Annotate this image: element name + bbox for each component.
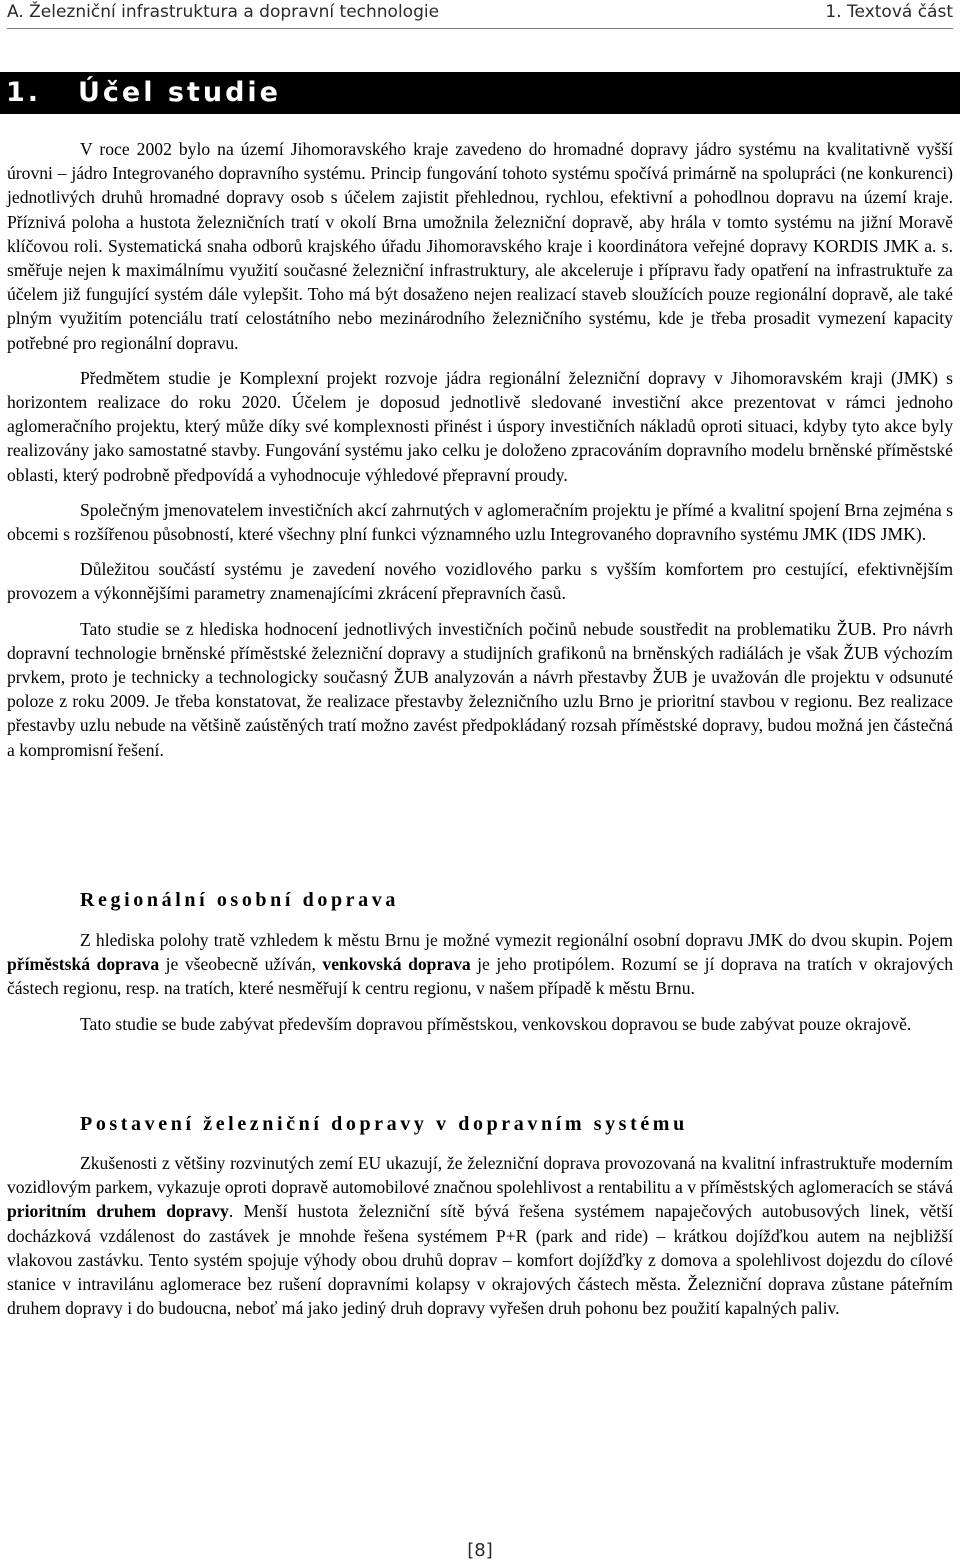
body-paragraph: Tato studie se z hlediska hodnocení jednotlivých investičních počinů nebude soustředit na problematiku ŽUB. Pro návrh dopravní technologie brněnské příměstské železniční dopravy a studijních grafikonů na brněnských radiálách je však ŽUB výchozím prvkem, proto je technicky a technologicky současný ŽUB analyzován a návrh přestavby ŽUB je uvažován dle projektu v odsunuté poloze z roku 2009. Je třeba konstatovat, že realizace přestavby železničního uzlu Brno je prioritní stavbou v regionu. Bez realizace přestavby uzlu nebude na většině zaústěných tratí možno zavést předpokládaný rozsah příměstské dopravy, budou možná jen částečná a kompromisní řešení. [7,618,953,760]
regional-section [7,928,953,1036]
intro-section [7,137,953,762]
section-heading-regional: Regionální osobní doprava [80,889,399,911]
running-header-left: A. Železniční infrastruktura a dopravní technologie [7,2,440,22]
term-rural-transport: venkovská doprava [322,954,471,975]
running-header [7,0,953,28]
section-heading-position: Postavení železniční dopravy v dopravním systému [80,1113,688,1135]
term-suburban-transport: příměstská doprava [7,954,160,975]
body-paragraph: Důležitou součástí systému je zavedení nového vozidlového parku s vyšším komfortem pro cestující, efektivnějším provozem a výkonnějšími parametry znamenajícími zkrácení přepravních časů. [7,559,953,604]
position-section [7,1151,953,1320]
page-number: [8] [467,1540,493,1561]
body-paragraph: Zkušenosti z většiny rozvinutých zemí EU ukazují, že železniční doprava provozovaná na kvalitní infrastruktuře moderním vozidlovým parkem, vykazuje oproti dopravě automobilové značnou spolehlivost a rentabilitu a v příměstských aglomeracích se stává prioritním druhem dopravy. Menší hustota železniční sítě bývá řešena systémem napaječových autobusových linek, větší docházková vzdálenost do zastávek je mnohde řešena systémem P+R (park and ride) – krátkou dojížďkou autem na nejbližší vlakovou zastávku. Tento systém spojuje výhody obou druhů doprav – komfort dojížďky z domova a spolehlivost dojezdu do cílové stanice v intravilánu aglomerace bez rušení dopravními kolapsy v okrajových částech města. Železniční doprava zůstane páteřním druhem dopravy i do budoucna, neboť má jako jediný druh dopravy vyřešen druh pohonu bez použití kapalných paliv. [7,1153,953,1319]
header-rule [7,28,953,29]
term-priority-transport: prioritním druhem dopravy [7,1201,229,1222]
running-header-right: 1. Textová část [825,2,953,22]
body-paragraph: V roce 2002 bylo na území Jihomoravského kraje zavedeno do hromadné dopravy jádro systému na kvalitativně vyšší úrovni – jádro Integrovaného dopravního systému. Princip fungování tohoto systému spočívá primárně na spolupráci (ne konkurenci) jednotlivých druhů hromadné dopravy osob s účelem zajistit přehlednou, rychlou, efektivní a pohodlnou dopravu na území kraje. Příznivá poloha a hustota železničních tratí v okolí Brna umožnila železniční dopravě, aby hrála v tomto systému na jižní Moravě klíčovou roli. Systematická snaha odborů krajského úřadu Jihomoravského kraje i koordinátora veřejné dopravy KORDIS JMK a. s. směřuje nejen k maximálnímu využití současné železniční infrastruktury, ale akceleruje i přípravu řady opatření na infrastruktuře za účelem již fungující systém dále vylepšit. Toho má být dosaženo nejen realizací staveb sloužících pouze regionální dopravě, ale také plným využitím potenciálu tratí celostátního nebo mezinárodního železničního systému, kde je třeba prosadit vymezení kapacity potřebné pro regionální dopravu. [7,139,953,353]
chapter-title: Účel studie [78,77,281,108]
body-paragraph: Společným jmenovatelem investičních akcí zahrnutých v aglomeračním projektu je přímé a kvalitní spojení Brna zejména s obcemi s rozšířenou působností, které všechny plní funkci významného uzlu Integrovaného dopravního systému JMK (IDS JMK). [7,499,953,545]
chapter-number: 1. [6,77,42,108]
body-paragraph: Předmětem studie je Komplexní projekt rozvoje jádra regionální železniční dopravy v Jihomoravském kraji (JMK) s horizontem realizace do roku 2020. Účelem je doposud jednotlivě sledované investiční akce prezentovat v rámci jednoho aglomeračního projektu, který může díky své komplexnosti přinést i úspory investičních nákladů oproti situaci, kdyby tyto akce byly realizovány jako samostatné stavby. Fungování systému jako celku je doloženo zpracováním dopravního modelu brněnské příměstské oblasti, který podrobně předpovídá a vyhodnocuje výhledové přepravní proudy. [7,367,953,485]
body-paragraph: Z hlediska polohy tratě vzhledem k městu Brnu je možné vymezit regionální osobní dopravu JMK do dvou skupin. Pojem příměstská doprava je všeobecně užíván, venkovská doprava je jeho protipólem. Rozumí se jí doprava na tratích v okrajových částech regionu, resp. na tratích, které nesměřují k centru regionu, v našem případě k městu Brnu. [7,930,954,999]
chapter-heading-bar [0,72,960,114]
body-paragraph: Tato studie se bude zabývat především dopravou příměstskou, venkovskou dopravou se bude zabývat pouze okrajově. [80,1013,912,1034]
